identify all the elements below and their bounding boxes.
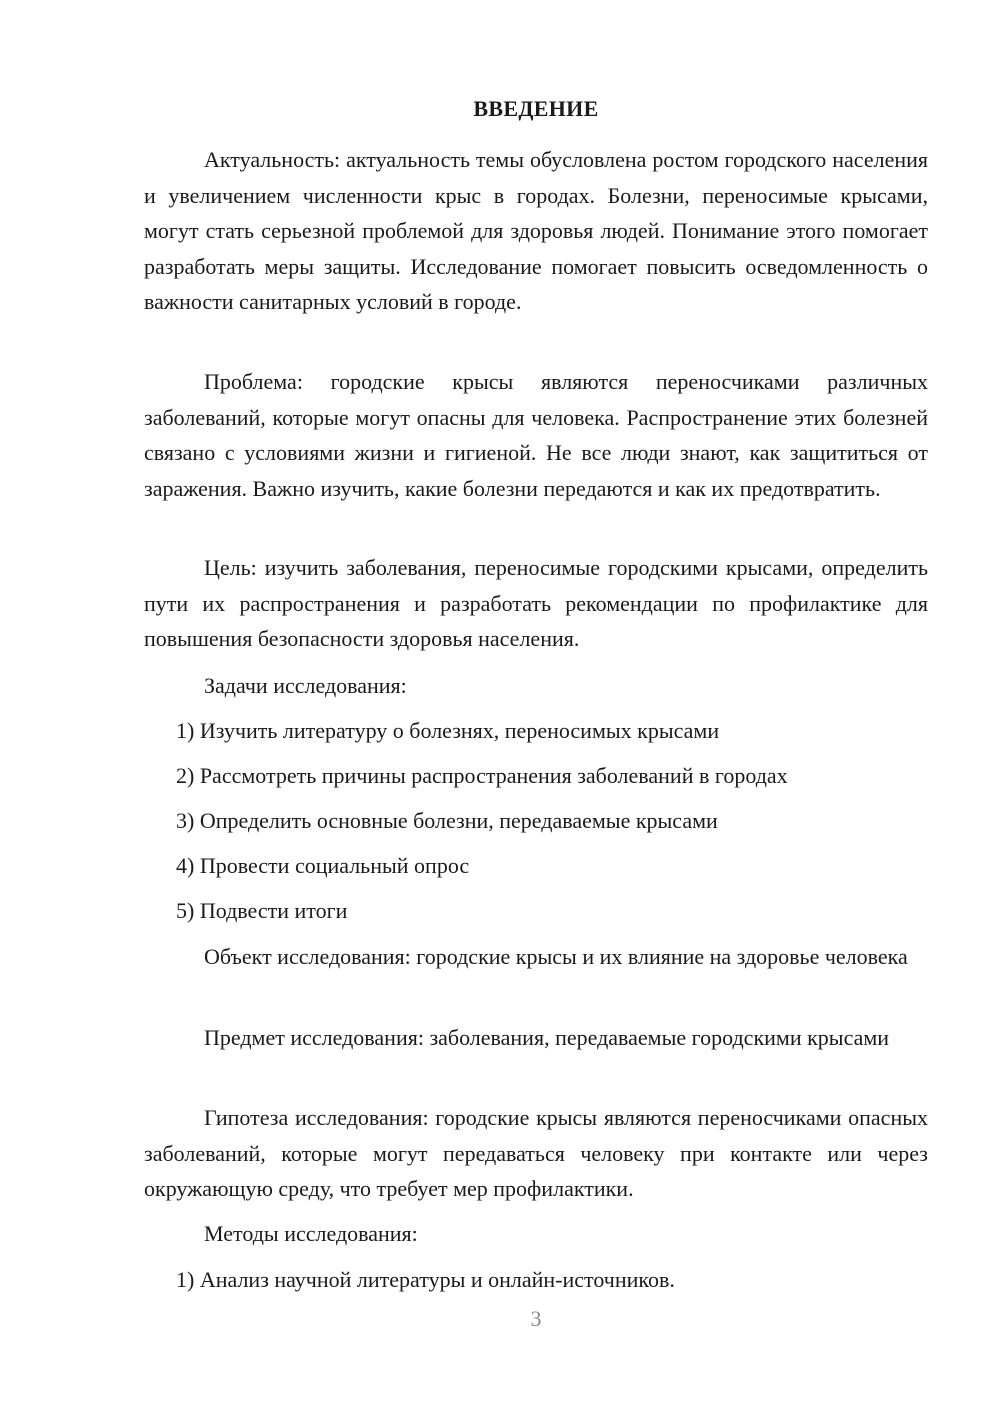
task-item-3: 3) Определить основные болезни, передаваемые крысами [176, 808, 718, 833]
hypothesis-paragraph: Гипотеза исследования: городские крысы являются переносчиками опасных заболеваний, которые могут передаваться человеку при контакте или через окружающую среду, что требует мер профилактики. [144, 1105, 928, 1201]
problem-paragraph: Проблема: городские крысы являются переносчиками различных заболеваний, которые могут опасны для человека. Распространение этих болезней связано с условиями жизни и гигиеной. Не все люди знают, как защититься от заражения. Важно изучить, какие болезни передаются и как их предотвратить. [144, 369, 928, 501]
tasks-label: Задачи исследования: [204, 673, 407, 698]
subject-paragraph: Предмет исследования: заболевания, передаваемые городскими крысами [204, 1025, 890, 1050]
page-number: 3 [530, 1306, 542, 1331]
task-item-2: 2) Рассмотреть причины распространения заболеваний в городах [176, 763, 788, 788]
task-item-1: 1) Изучить литературу о болезнях, переносимых крысами [176, 718, 720, 743]
task-item-5: 5) Подвести итоги [176, 898, 348, 923]
task-item-4: 4) Провести социальный опрос [176, 853, 470, 878]
relevance-paragraph: Актуальность: актуальность темы обусловлена ростом городского населения и увеличением численности крыс в городах. Болезни, переносимые крысами, могут стать серьезной проблемой для здоровья людей. Понимание этого помогает разработать меры защиты. Исследование помогает повысить осведомленность о важности санитарных условий в городе. [144, 147, 928, 314]
goal-paragraph: Цель: изучить заболевания, переносимые городскими крысами, определить пути их распространения и разработать рекомендации по профилактике для повышения безопасности здоровья населения. [144, 555, 928, 651]
object-paragraph: Объект исследования: городские крысы и их влияние на здоровье человека [204, 944, 908, 969]
methods-label: Методы исследования: [204, 1221, 418, 1246]
page-title: ВВЕДЕНИЕ [473, 96, 599, 121]
method-item-1: 1) Анализ научной литературы и онлайн-источников. [176, 1267, 675, 1292]
